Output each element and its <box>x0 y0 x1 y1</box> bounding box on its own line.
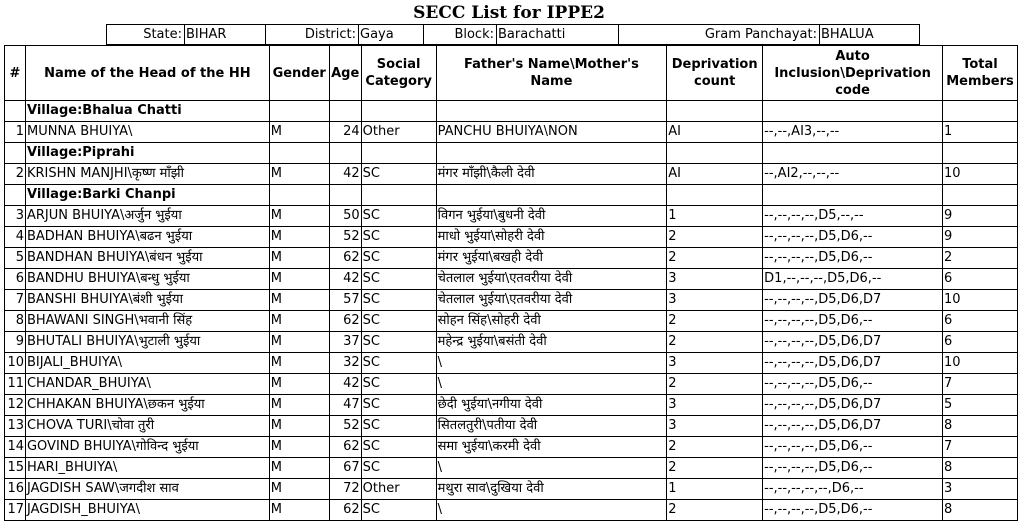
col-header-name: Name of the Head of the HH <box>25 46 269 101</box>
cell-age: 50 <box>329 206 361 227</box>
cell-deprivation-count: 2 <box>667 374 763 395</box>
cell-father-mother: \ <box>436 374 667 395</box>
table-row <box>5 311 1018 332</box>
village-empty-cell <box>269 185 329 206</box>
village-empty-cell <box>361 143 436 164</box>
village-empty-cell <box>5 143 26 164</box>
total-line-1: Total <box>962 57 998 72</box>
village-empty-cell <box>5 185 26 206</box>
table-row <box>5 479 1018 500</box>
col-header-total-members <box>943 46 1018 101</box>
cell-deprivation-count: 3 <box>667 269 763 290</box>
social-line-2: Category <box>365 74 432 89</box>
cell-age: 42 <box>329 164 361 185</box>
cell-name: GOVIND BHUIYA\गोविन्द भुईया <box>25 437 269 458</box>
cell-number: 7 <box>5 290 26 311</box>
cell-auto-code: D1,--,--,--,D5,D6,-- <box>763 269 943 290</box>
cell-category: SC <box>361 416 436 437</box>
cell-number: 17 <box>5 500 26 521</box>
cell-category: SC <box>361 269 436 290</box>
table-row <box>5 374 1018 395</box>
cell-total-members: 6 <box>943 269 1018 290</box>
cell-category: SC <box>361 206 436 227</box>
block-label: Block: <box>424 25 497 45</box>
cell-number: 8 <box>5 311 26 332</box>
cell-age: 52 <box>329 416 361 437</box>
cell-deprivation-count: 2 <box>667 500 763 521</box>
cell-category: SC <box>361 332 436 353</box>
village-row <box>5 101 1018 122</box>
cell-name: ARJUN BHUIYA\अर्जुन भुईया <box>25 206 269 227</box>
cell-deprivation-count: 2 <box>667 332 763 353</box>
cell-number: 12 <box>5 395 26 416</box>
cell-auto-code: --,AI2,--,--,-- <box>763 164 943 185</box>
cell-name: BANDHU BHUIYA\बन्धु भुईया <box>25 269 269 290</box>
cell-age: 72 <box>329 479 361 500</box>
cell-auto-code: --,--,--,--,D5,D6,-- <box>763 311 943 332</box>
cell-father-mother: सितलतुरी\पतीया देवी <box>436 416 667 437</box>
cell-father-mother: \ <box>436 500 667 521</box>
cell-number: 15 <box>5 458 26 479</box>
cell-auto-code: --,--,--,--,D5,D6,-- <box>763 458 943 479</box>
cell-deprivation-count: AI <box>667 164 763 185</box>
cell-name: BADHAN BHUIYA\बढन भुईया <box>25 227 269 248</box>
cell-number: 4 <box>5 227 26 248</box>
cell-age: 47 <box>329 395 361 416</box>
location-bar <box>106 24 920 45</box>
cell-auto-code: --,--,--,--,D5,D6,D7 <box>763 290 943 311</box>
cell-category: SC <box>361 311 436 332</box>
cell-gender: M <box>269 311 329 332</box>
village-empty-cell <box>943 101 1018 122</box>
table-row <box>5 353 1018 374</box>
table-row <box>5 395 1018 416</box>
cell-auto-code: --,--,--,--,D5,D6,-- <box>763 437 943 458</box>
cell-father-mother: महेन्द्र भुईया\बसंती देवी <box>436 332 667 353</box>
village-empty-cell <box>269 101 329 122</box>
cell-category: SC <box>361 458 436 479</box>
cell-gender: M <box>269 500 329 521</box>
cell-number: 3 <box>5 206 26 227</box>
auto-line-2: Inclusion\Deprivation <box>774 65 931 81</box>
cell-deprivation-count: 2 <box>667 437 763 458</box>
cell-father-mother: \ <box>436 353 667 374</box>
cell-age: 62 <box>329 500 361 521</box>
col-header-age: Age <box>329 46 361 101</box>
table-row <box>5 122 1018 143</box>
cell-auto-code: --,--,--,--,D5,D6,-- <box>763 374 943 395</box>
col-header-gender: Gender <box>269 46 329 101</box>
state-label: State: <box>107 25 185 45</box>
cell-total-members: 7 <box>943 374 1018 395</box>
cell-auto-code: --,--,--,--,D5,D6,D7 <box>763 332 943 353</box>
cell-number: 5 <box>5 248 26 269</box>
cell-number: 6 <box>5 269 26 290</box>
cell-total-members: 7 <box>943 437 1018 458</box>
cell-father-mother: विगन भुईया\बुधनी देवी <box>436 206 667 227</box>
cell-name: JAGDISH_BHUIYA\ <box>25 500 269 521</box>
cell-auto-code: --,--,--,--,D5,D6,D7 <box>763 416 943 437</box>
cell-deprivation-count: 3 <box>667 353 763 374</box>
cell-category: SC <box>361 290 436 311</box>
cell-deprivation-count: 1 <box>667 479 763 500</box>
cell-category: SC <box>361 374 436 395</box>
cell-name: JAGDISH SAW\जगदीश साव <box>25 479 269 500</box>
secc-table <box>4 45 1018 521</box>
cell-deprivation-count: 2 <box>667 311 763 332</box>
cell-gender: M <box>269 479 329 500</box>
table-row <box>5 332 1018 353</box>
village-empty-cell <box>943 143 1018 164</box>
auto-line-3: code <box>835 82 870 98</box>
cell-number: 16 <box>5 479 26 500</box>
auto-line-1: Auto <box>835 48 870 64</box>
village-row <box>5 185 1018 206</box>
cell-gender: M <box>269 269 329 290</box>
cell-father-mother: चेतलाल भुईया\एतवरीया देवी <box>436 269 667 290</box>
cell-deprivation-count: 3 <box>667 395 763 416</box>
cell-father-mother: चेतलाल भुईया\एतवरीया देवी <box>436 290 667 311</box>
village-empty-cell <box>763 101 943 122</box>
cell-total-members: 8 <box>943 416 1018 437</box>
table-row <box>5 227 1018 248</box>
cell-number: 1 <box>5 122 26 143</box>
village-empty-cell <box>329 185 361 206</box>
cell-name: CHANDAR_BHUIYA\ <box>25 374 269 395</box>
cell-category: SC <box>361 500 436 521</box>
cell-gender: M <box>269 227 329 248</box>
cell-father-mother: माधो भुईया\सोहरी देवी <box>436 227 667 248</box>
cell-number: 10 <box>5 353 26 374</box>
cell-name: CHOVA TURI\चोवा तुरी <box>25 416 269 437</box>
cell-total-members: 5 <box>943 395 1018 416</box>
total-line-2: Members <box>946 74 1014 89</box>
cell-age: 32 <box>329 353 361 374</box>
cell-name: KRISHN MANJHI\कृष्ण माँझी <box>25 164 269 185</box>
social-line-1: Social <box>376 57 421 72</box>
table-row <box>5 206 1018 227</box>
cell-number: 14 <box>5 437 26 458</box>
cell-auto-code: --,--,--,--,D5,--,-- <box>763 206 943 227</box>
state-value: BIHAR <box>185 25 266 45</box>
cell-age: 62 <box>329 311 361 332</box>
table-row <box>5 458 1018 479</box>
cell-deprivation-count: 3 <box>667 290 763 311</box>
page-title: SECC List for IPPE2 <box>413 3 605 23</box>
cell-age: 57 <box>329 290 361 311</box>
cell-total-members: 2 <box>943 248 1018 269</box>
cell-age: 62 <box>329 437 361 458</box>
cell-father-mother: मथुरा साव\दुखिया देवी <box>436 479 667 500</box>
cell-deprivation-count: AI <box>667 122 763 143</box>
village-empty-cell <box>667 185 763 206</box>
village-row <box>5 143 1018 164</box>
village-empty-cell <box>269 143 329 164</box>
block-value: Barachatti <box>497 25 619 45</box>
cell-category: SC <box>361 437 436 458</box>
father-line-2: Name <box>530 74 573 89</box>
village-empty-cell <box>436 143 667 164</box>
cell-category: Other <box>361 122 436 143</box>
col-header-number: # <box>5 46 26 101</box>
table-body <box>5 101 1018 521</box>
village-empty-cell <box>5 101 26 122</box>
cell-father-mother: छेदी भुईया\नगीया देवी <box>436 395 667 416</box>
table-row <box>5 437 1018 458</box>
cell-age: 62 <box>329 248 361 269</box>
dep-line-1: Deprivation <box>671 57 758 72</box>
cell-gender: M <box>269 122 329 143</box>
cell-father-mother: \ <box>436 458 667 479</box>
cell-number: 9 <box>5 332 26 353</box>
cell-gender: M <box>269 416 329 437</box>
cell-gender: M <box>269 332 329 353</box>
cell-category: SC <box>361 353 436 374</box>
table-row <box>5 290 1018 311</box>
cell-category: SC <box>361 395 436 416</box>
village-empty-cell <box>361 101 436 122</box>
cell-auto-code: --,--,--,--,D5,D6,-- <box>763 500 943 521</box>
father-line-1: Father's Name\Mother's <box>463 57 639 72</box>
village-label: Village:Barki Chanpi <box>25 185 269 206</box>
cell-gender: M <box>269 164 329 185</box>
dep-line-2: count <box>694 74 736 89</box>
table-row <box>5 248 1018 269</box>
cell-total-members: 9 <box>943 206 1018 227</box>
village-empty-cell <box>667 101 763 122</box>
cell-auto-code: --,--,--,--,--,D6,-- <box>763 479 943 500</box>
village-empty-cell <box>329 101 361 122</box>
cell-name: MUNNA BHUIYA\ <box>25 122 269 143</box>
cell-name: BANSHI BHUIYA\बंशी भुईया <box>25 290 269 311</box>
cell-name: HARI_BHUIYA\ <box>25 458 269 479</box>
cell-name: BHUTALI BHUIYA\भुटाली भुईया <box>25 332 269 353</box>
village-empty-cell <box>763 143 943 164</box>
cell-deprivation-count: 2 <box>667 458 763 479</box>
cell-age: 42 <box>329 374 361 395</box>
cell-category: SC <box>361 227 436 248</box>
village-empty-cell <box>436 185 667 206</box>
cell-deprivation-count: 3 <box>667 416 763 437</box>
col-header-social-category <box>361 46 436 101</box>
village-empty-cell <box>763 185 943 206</box>
cell-total-members: 10 <box>943 290 1018 311</box>
cell-total-members: 6 <box>943 332 1018 353</box>
col-header-auto-inclusion <box>763 46 943 101</box>
cell-total-members: 3 <box>943 479 1018 500</box>
village-empty-cell <box>667 143 763 164</box>
cell-category: SC <box>361 248 436 269</box>
cell-age: 52 <box>329 227 361 248</box>
table-header <box>5 46 1018 101</box>
cell-total-members: 8 <box>943 500 1018 521</box>
cell-category: Other <box>361 479 436 500</box>
village-empty-cell <box>329 143 361 164</box>
village-label: Village:Bhalua Chatti <box>25 101 269 122</box>
cell-father-mother: PANCHU BHUIYA\NON <box>436 122 667 143</box>
cell-gender: M <box>269 437 329 458</box>
village-empty-cell <box>436 101 667 122</box>
cell-gender: M <box>269 374 329 395</box>
cell-name: BHAWANI SINGH\भवानी सिंह <box>25 311 269 332</box>
cell-age: 37 <box>329 332 361 353</box>
cell-category: SC <box>361 164 436 185</box>
cell-auto-code: --,--,--,--,D5,D6,-- <box>763 248 943 269</box>
district-label: District: <box>266 25 359 45</box>
cell-number: 11 <box>5 374 26 395</box>
village-label: Village:Piprahi <box>25 143 269 164</box>
cell-deprivation-count: 2 <box>667 248 763 269</box>
cell-total-members: 6 <box>943 311 1018 332</box>
table-row <box>5 500 1018 521</box>
cell-number: 2 <box>5 164 26 185</box>
cell-gender: M <box>269 458 329 479</box>
cell-name: BIJALI_BHUIYA\ <box>25 353 269 374</box>
col-header-father-mother <box>436 46 667 101</box>
cell-total-members: 9 <box>943 227 1018 248</box>
cell-auto-code: --,--,--,--,D5,D6,D7 <box>763 353 943 374</box>
cell-father-mother: समा भुईया\करमी देवी <box>436 437 667 458</box>
cell-total-members: 8 <box>943 458 1018 479</box>
table-row <box>5 416 1018 437</box>
gram-panchayat-value: BHALUA <box>820 25 920 45</box>
cell-total-members: 10 <box>943 164 1018 185</box>
cell-gender: M <box>269 353 329 374</box>
cell-auto-code: --,--,AI3,--,-- <box>763 122 943 143</box>
cell-auto-code: --,--,--,--,D5,D6,-- <box>763 227 943 248</box>
cell-age: 42 <box>329 269 361 290</box>
cell-age: 67 <box>329 458 361 479</box>
village-empty-cell <box>943 185 1018 206</box>
cell-name: CHHAKAN BHUIYA\छकन भुईया <box>25 395 269 416</box>
table-row <box>5 269 1018 290</box>
district-value: Gaya <box>359 25 424 45</box>
cell-auto-code: --,--,--,--,D5,D6,D7 <box>763 395 943 416</box>
cell-total-members: 10 <box>943 353 1018 374</box>
cell-father-mother: सोहन सिंह\सोहरी देवी <box>436 311 667 332</box>
cell-gender: M <box>269 290 329 311</box>
cell-deprivation-count: 2 <box>667 227 763 248</box>
cell-gender: M <box>269 395 329 416</box>
col-header-deprivation-count <box>667 46 763 101</box>
cell-gender: M <box>269 248 329 269</box>
cell-gender: M <box>269 206 329 227</box>
cell-total-members: 1 <box>943 122 1018 143</box>
village-empty-cell <box>361 185 436 206</box>
cell-number: 13 <box>5 416 26 437</box>
cell-father-mother: मंगर माँझी\कैली देवी <box>436 164 667 185</box>
cell-father-mother: मंगर भुईया\बखही देवी <box>436 248 667 269</box>
cell-deprivation-count: 1 <box>667 206 763 227</box>
cell-name: BANDHAN BHUIYA\बंधन भुईया <box>25 248 269 269</box>
gram-panchayat-label: Gram Panchayat: <box>619 25 820 45</box>
cell-age: 24 <box>329 122 361 143</box>
table-row <box>5 164 1018 185</box>
